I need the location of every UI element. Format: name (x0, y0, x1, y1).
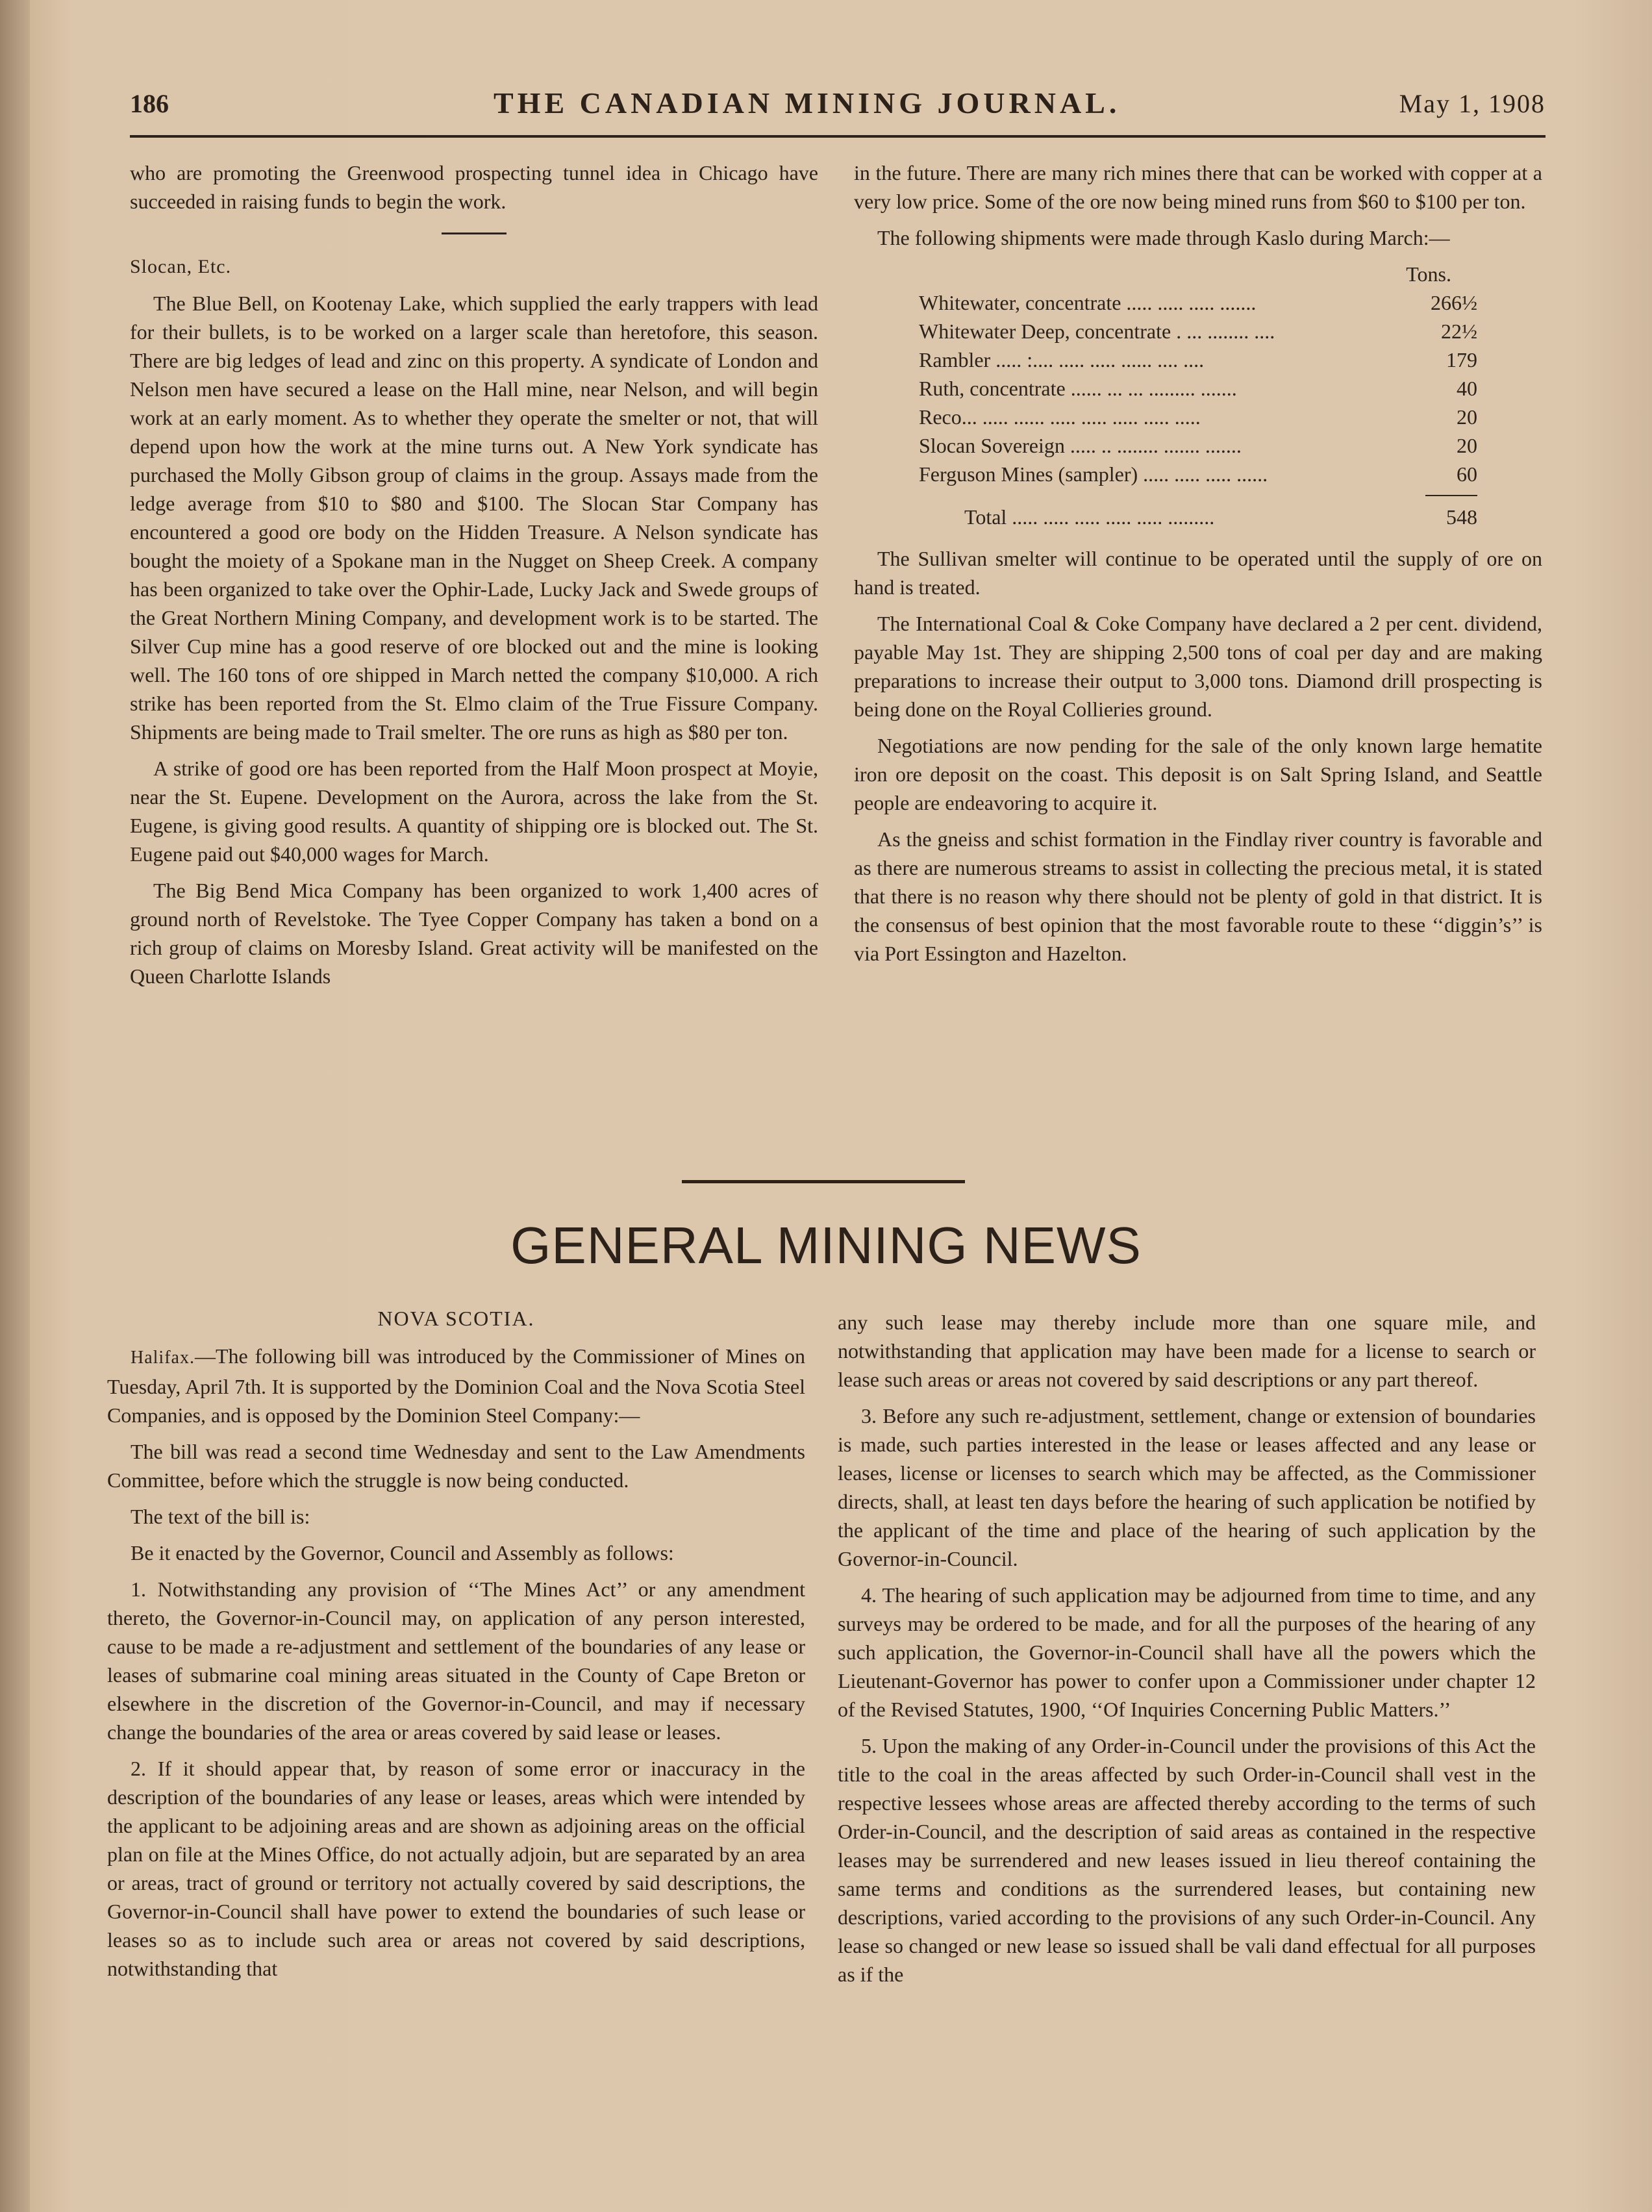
page-number: 186 (130, 89, 169, 118)
paragraph: 3. Before any such re-adjustment, settlement, change or extension of boundaries is made, such parties interested in the lease or leases affected and any lease or leases, license or licenses to search which may be affected, as the Commissioner directs, shall, at least ten days before the hearing of such application be notified by the applicant of the time and place of the hearing of such application by the Governor-in-Council. (838, 1404, 1536, 1570)
paragraph: The following shipments were made through Kaslo during March:— (877, 226, 1450, 249)
page-header (130, 88, 1546, 138)
paragraph: The International Coal & Coke Company have declared a 2 per cent. dividend, payable May 1st. They are shipping 2,500 tons of coal per day and are making preparations to increase their output to 3,000 tons. Diamond drill prospecting is being done on the Royal Collieries ground. (854, 612, 1542, 721)
paragraph: As the gneiss and schist formation in the Findlay river country is favorable and as there are numerous streams to assist in collecting the precious metal, it is stated that there is no reason why there should not be plenty of gold in that district. It is the consensus of best opinion that the most favorable route to these ‘‘diggin’s’’ is via Port Essington and Hazelton. (854, 827, 1542, 965)
shipment-name: Ruth, concentrate ...... ... ... ......... ....... (919, 377, 1237, 400)
shipment-tons: 20 (1457, 434, 1477, 457)
top-left-column (130, 158, 818, 998)
bottom-right-column (838, 1308, 1536, 1996)
paragraph: who are promoting the Greenwood prospecting tunnel idea in Chicago have succeeded in raising funds to begin the work. (130, 161, 818, 213)
table-row (919, 460, 1477, 488)
paragraph: any such lease may thereby include more than one square mile, and notwithstanding that application may have been made for a license to search or lease such areas or areas not covered by said descriptions or any part thereof. (838, 1311, 1536, 1391)
dateline: Halifax. (131, 1348, 195, 1368)
table-row (919, 346, 1477, 374)
paragraph: 1. Notwithstanding any provision of ‘‘The Mines Act’’ or any amendment thereto, the Governor-in-Council may, on application of any person interested, cause to be made a re-adjustment and settlement of the boundaries of any lease or leases of submarine coal mining areas situated in the County of Cape Breton or elsewhere in the discretion of the Governor-in-Council, and may if necessary change the boundaries of the area or areas covered by said lease or leases. (107, 1577, 805, 1744)
shipment-name: Whitewater Deep, concentrate . ... ........ .... (919, 320, 1275, 343)
table-row (919, 374, 1477, 403)
section-heading: Slocan, Etc. (130, 256, 232, 277)
total-value: 548 (1446, 505, 1477, 529)
region-subhead: NOVA SCOTIA. (377, 1307, 535, 1330)
issue-date: May 1, 1908 (1399, 89, 1546, 118)
table-row (919, 431, 1477, 460)
divider (442, 233, 507, 234)
shipment-name: Whitewater, concentrate ..... ..... ..... ....... (919, 291, 1257, 314)
shipment-name: Ferguson Mines (sampler) ..... ..... ..... ...... (919, 462, 1268, 486)
table-row (919, 403, 1477, 431)
section-divider (682, 1180, 965, 1183)
paragraph-text: —The following bill was introduced by the Commissioner of Mines on Tuesday, April 7th. It is supported by the Dominion Coal and the Nova Scotia Steel Companies, and is opposed by the Dominion Steel Company:— (107, 1344, 805, 1427)
total-row (919, 503, 1477, 531)
total-label: Total ..... ..... ..... ..... ..... ......... (964, 505, 1215, 529)
shipment-tons: 22½ (1441, 320, 1477, 343)
table-units-header: Tons. (1406, 262, 1451, 286)
table-row (919, 288, 1477, 317)
paragraph: The Blue Bell, on Kootenay Lake, which supplied the early trappers with lead for their bullets, is to be worked on a larger scale than heretofore, this season. There are big ledges of lead and zinc on this property. A syndicate of London and Nelson men have secured a lease on the Hall mine, near Nelson, and will begin work at an early moment. As to whether they operate the smelter or not, that will depend upon how the work at the mine turns out. A New York syndicate has purchased the Molly Gibson group of claims in the group. Assays made from the ledge average from $10 to $80 and $100. The Slocan Star Company has encountered a good ore body on the Hidden Treasure. A Nelson syndicate has bought the moiety of a Spokane man in the Nugget on Sheep Creek. A company has been organized to take over the Ophir-Lade, Lucky Jack and Swede groups of the Great Northern Mining Company, and development work is to be started. The Silver Cup mine has a good reserve of ore blocked out and the mine is looking well. The 160 tons of ore shipped in March netted the company $10,000. A rich strike has been reported from the St. Elmo claim of the True Fissure Company. Shipments are being made to Trail smelter. The ore runs as high as $80 per ton. (130, 292, 818, 744)
shipments-table (919, 260, 1477, 531)
paragraph: 4. The hearing of such application may be adjourned from time to time, and any surveys may be ordered to be made, and for all the purposes of the hearing of any such application, the Governor-in-Council shall have all the powers which the Lieutenant-Governor has power to confer upon a Commissioner under chapter 12 of the Revised Statutes, 1900, ‘‘Of Inquiries Concerning Public Matters.’’ (838, 1583, 1536, 1721)
binding-shadow (0, 0, 30, 2212)
top-right-column (854, 158, 1542, 975)
bottom-left-column (107, 1304, 805, 1991)
paragraph: The text of the bill is: (131, 1505, 310, 1528)
shipment-name: Rambler ..... :.... ..... ..... ...... .... .... (919, 348, 1205, 371)
paragraph: Be it enacted by the Governor, Council and Assembly as follows: (131, 1541, 674, 1565)
paragraph: The Sullivan smelter will continue to be operated until the supply of ore on hand is treated. (854, 547, 1542, 599)
paragraph: Negotiations are now pending for the sale of the only known large hematite iron ore deposit on the coast. This deposit is on Salt Spring Island, and Seattle people are endeavoring to acquire it. (854, 734, 1542, 814)
shipment-tons: 60 (1457, 462, 1477, 486)
shipment-tons: 40 (1457, 377, 1477, 400)
section-title: GENERAL MINING NEWS (510, 1216, 1142, 1274)
paragraph: The bill was read a second time Wednesday and sent to the Law Amendments Committee, before which the struggle is now being conducted. (107, 1440, 805, 1492)
shipment-tons: 179 (1446, 348, 1477, 371)
table-row (919, 317, 1477, 346)
journal-title: THE CANADIAN MINING JOURNAL. (494, 86, 1121, 119)
shipment-tons: 20 (1457, 405, 1477, 429)
shipment-name: Slocan Sovereign ..... .. ........ ....... ....... (919, 434, 1242, 457)
paragraph: The Big Bend Mica Company has been organized to work 1,400 acres of ground north of Revelstoke. The Tyee Copper Company has taken a bond on a rich group of claims on Moresby Island. Great activity will be manifested on the Queen Charlotte Islands (130, 879, 818, 988)
paragraph: A strike of good ore has been reported from the Half Moon prospect at Moyie, near the St. Eupene. Development on the Aurora, across the lake from the St. Eugene, is giving good results. A quantity of shipping ore is blocked out. The St. Eugene paid out $40,000 wages for March. (130, 757, 818, 866)
paragraph: 2. If it should appear that, by reason of some error or inaccuracy in the description of the boundaries of any lease or leases, areas which were intended by the applicant to be adjoining areas and are shown as adjoining areas on the official plan on file at the Mines Office, do not actually adjoin, but are separated by an area or areas, tract of ground or territory not actually covered by said descriptions, the Governor-in-Council shall have power to extend the boundaries of such lease or leases so as to include such area or areas not covered by said descriptions, notwithstanding that (107, 1757, 805, 1980)
paragraph (107, 1342, 805, 1429)
total-rule (1425, 495, 1477, 496)
shipment-name: Reco... ..... ...... ..... ..... ..... ..... ..... (919, 405, 1201, 429)
paragraph: in the future. There are many rich mines there that can be worked with copper at a very low price. Some of the ore now being mined runs from $60 to $100 per ton. (854, 161, 1542, 213)
paragraph: 5. Upon the making of any Order-in-Council under the provisions of this Act the title to the coal in the areas affected by such Order-in-Council shall vest in the respective lessees whose areas are affected thereby according to the terms of such Order-in-Council, and the description of said areas as contained in the respective leases may be surrendered and new leases issued in lieu thereof containing the same terms and conditions as the surrendered leases, but containing new descriptions, varied according to the provisions of any such Order-in-Council. Any lease so changed or new lease so issued shall be vali dand effectual for all purposes as if the (838, 1734, 1536, 1986)
shipment-tons: 266½ (1431, 291, 1477, 314)
